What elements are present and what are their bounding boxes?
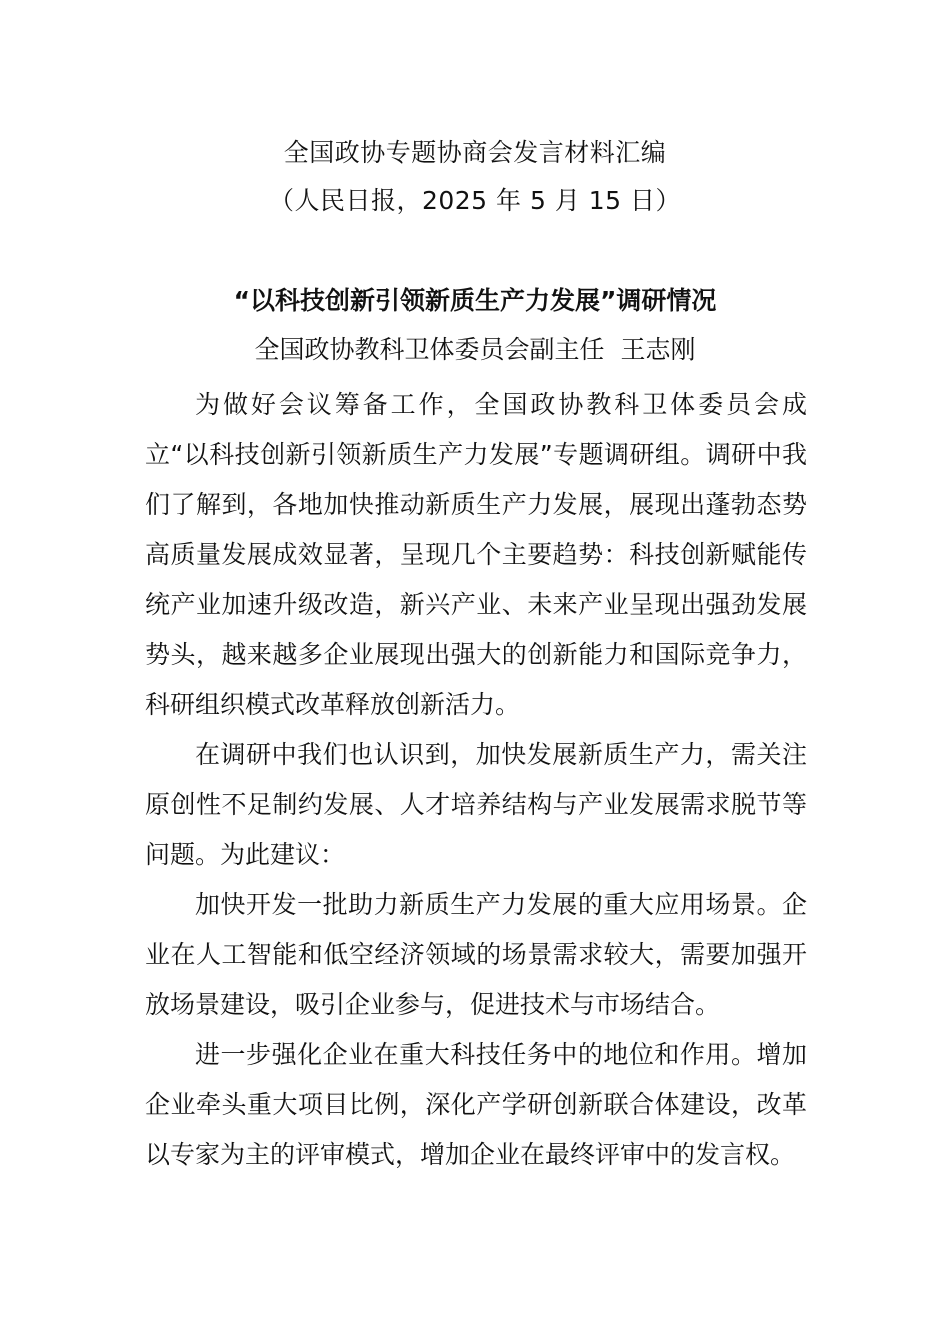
article-title: “以科技创新引领新质生产力发展”调研情况 bbox=[233, 286, 717, 315]
publication-source: （人民日报，2025 年 5 月 15 日） bbox=[268, 186, 682, 215]
paragraph: 加快开发一批助力新质生产力发展的重大应用场景。企业在人工智能和低空经济领域的场景需求较大，需要加强开放场景建设，吸引企业参与，促进技术与市场结合。 bbox=[145, 890, 807, 1019]
paragraph: 在调研中我们也认识到，加快发展新质生产力，需关注原创性不足制约发展、人才培养结构与产业发展需求脱节等问题。为此建议： bbox=[145, 740, 807, 869]
paragraph: 进一步强化企业在重大科技任务中的地位和作用。增加企业牵头重大项目比例，深化产学研创新联合体建设，改革以专家为主的评审模式，增加企业在最终评审中的发言权。 bbox=[145, 1040, 807, 1169]
paragraph: 为做好会议筹备工作，全国政协教科卫体委员会成立“以科技创新引领新质生产力发展”专题调研组。调研中我们了解到，各地加快推动新质生产力发展，展现出蓬勃态势高质量发展成效显著，呈现几个主要趋势：科技创新赋能传统产业加速升级改造，新兴产业、未来产业呈现出强劲发展势头，越来越多企业展现出强大的创新能力和国际竞争力，科研组织模式改革释放创新活力。 bbox=[145, 390, 807, 719]
article-body bbox=[145, 380, 807, 1180]
compilation-title: 全国政协专题协商会发言材料汇编 bbox=[283, 138, 667, 167]
author-byline: 全国政协教科卫体委员会副主任 王志刚 bbox=[254, 335, 696, 364]
